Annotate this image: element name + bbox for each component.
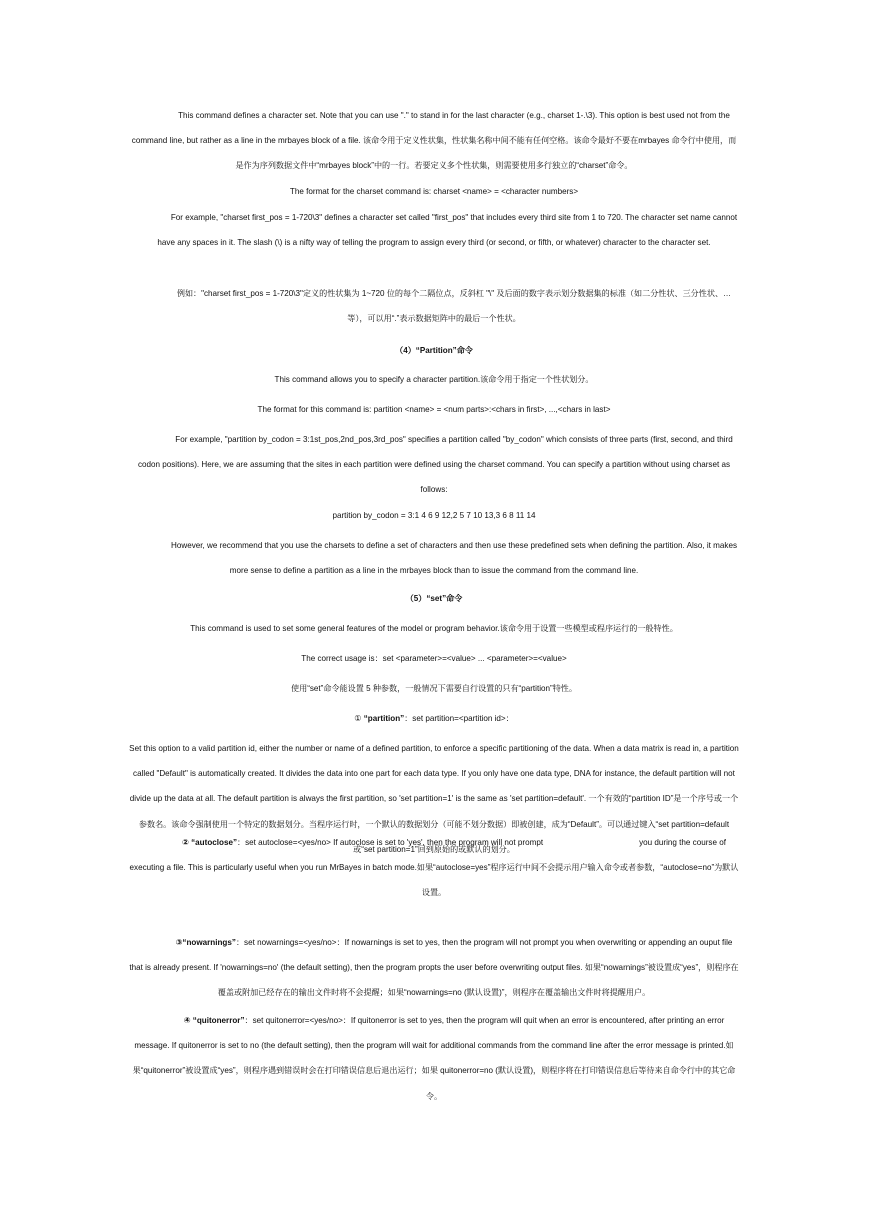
item-number: ① (354, 714, 362, 723)
partition-option-text: Set this option to a valid partition id, either the number or name of a defined partition, to enforce a specific partitioning of the data. When a data matrix is read in, a partition called "Default" is automatically created. It divides the data into one part for each data type. If you only have one data type, DNA for instance, the default partition will not divide up the data at all. The default partition is always the first partition, so 'set partition=1' is the same as 'set partition=default'. 一个有效的“partition ID”是一个序号或一个参数名。该命令强制使用一个特定的数据划分。当程序运行时，一个默认的数据划分（可能不划分数据）即被创建，成为“Default”。可以通过键入“set partition=default 或“set partition=1”回到原始的或默认的划分。 (129, 744, 739, 854)
partition-format: The format for this command is: partition <name> = <num parts>:<chars in first>, ...,<chars in last> (257, 405, 611, 414)
item-quitonerror (128, 1008, 740, 1109)
charset-description: This command defines a character set. Note that you can use "." to stand in for the last character (e.g., charset 1-.\3). This option is best used not from the command line, but rather as a line in the mrbayes block of a file. 该命令用于定义性状集，性状集名称中间不能有任何空格。该命令最好不要在mrbayes 命令行中使用，而是作为序列数据文件中“mrbayes block”中的一行。若要定义多个性状集，则需要使用多行独立的“charset”命令。 (131, 111, 737, 171)
partition-inline-example: partition by_codon = 3:1 4 6 9 12,2 5 7 10 13,3 6 8 11 14 (332, 511, 536, 520)
charset-format: The format for the charset command is: charset <name> = <character numbers> (289, 187, 579, 196)
set-heading: （5）“set”命令 (405, 594, 463, 603)
partition-example: For example, "partition by_codon = 3:1st_pos,2nd_pos,3rd_pos" specifies a partition called "by_codon" which consists of three parts (first, second, and third codon positions). Here, we are assuming that the sites in each partition were defined using the charset command. You can specify a partition without using charset as follows: (137, 435, 733, 495)
item-text: ：set quitonerror=<yes/no>：If quitonerror is set to yes, then the program will quit when an error is encountered, after printing an error message. If quitonerror is set to no (the default setting), then the program will wait for additional commands from the command line after the error message is printed.如果“quitonerror”被设置成“yes”，则程序遇到错误时会在打印错误信息后退出运行；如果 quitonerror=no (默认设置)，则程序将在打印错误信息后等待来自命令行中的其它命令。 (132, 1016, 736, 1101)
item-syntax: ：set partition=<partition id>： (404, 714, 514, 723)
item-text: ：set autoclose=<yes/no> If autoclose is set to 'yes', then the program will not prompt (237, 838, 544, 847)
charset-example: For example, "charset first_pos = 1-720\3" defines a character set called "first_pos" that includes every third site from 1 to 720. The character set name cannot have any spaces in it. The slash (\) is a nifty way of telling the program to assign every third (or second, or fifth, or whatever) character to the character set. (157, 213, 738, 248)
item-keyword: ② “autoclose” (182, 838, 238, 847)
item-keyword: ③“nowarnings” (175, 938, 236, 947)
partition-description: This command allows you to specify a character partition.该命令用于指定一个性状划分。 (274, 375, 594, 384)
partition-recommendation: However, we recommend that you use the charsets to define a set of characters and then use these predefined sets when defining the partition. Also, it makes more sense to define a partition as a line in the mrbayes block than to issue the command from the command line. (171, 541, 737, 576)
item-partition-heading (128, 706, 740, 731)
item-keyword: “partition” (363, 714, 405, 723)
item-text: ：set nowarnings=<yes/no>：If nowarnings is set to yes, then the program will not prompt you when overwriting or appending an ouput file that is already present. If 'nowarnings=no' (the default setting), then the program propts the user before overwriting output files. 如果“nowarnings”被设置成“yes”，则程序在覆盖或附加已经存在的输出文件时将不会提醒；如果“nowarnings=no (默认设置)”，则程序在覆盖输出文件时将提醒用户。 (129, 938, 739, 998)
set-description: This command is used to set some general features of the model or program behavior.该命令用于设置一些模型或程序运行的一般特性。 (190, 624, 678, 633)
item-keyword: ④ “quitonerror” (183, 1016, 245, 1025)
item-nowarnings (128, 930, 740, 1006)
partition-heading: （4）“Partition”命令 (395, 346, 473, 355)
item-autoclose (128, 830, 740, 906)
set-usage: The correct usage is：set <parameter>=<value> ... <parameter>=<value> (301, 654, 567, 663)
set-params-cn: 使用“set”命令能设置 5 种参数，一般情况下需要自行设置的只有“partition”特性。 (291, 684, 577, 693)
item-text-continued: you during the course of executing a file. This is particularly useful when you run MrBayes in batch mode.如果“autoclose=yes”程序运行中间不会提示用户输入命令或者参数，“autoclose=no”为默认设置。 (129, 838, 739, 898)
charset-example-cn: 例如："charset first_pos = 1-720\3"定义的性状集为 1~720 位的每个二隔位点，反斜杠 "\" 及后面的数字表示划分数据集的标准（如二分性状、三分性状、…等），可以用“.”表示数据矩阵中的最后一个性状。 (176, 289, 732, 324)
